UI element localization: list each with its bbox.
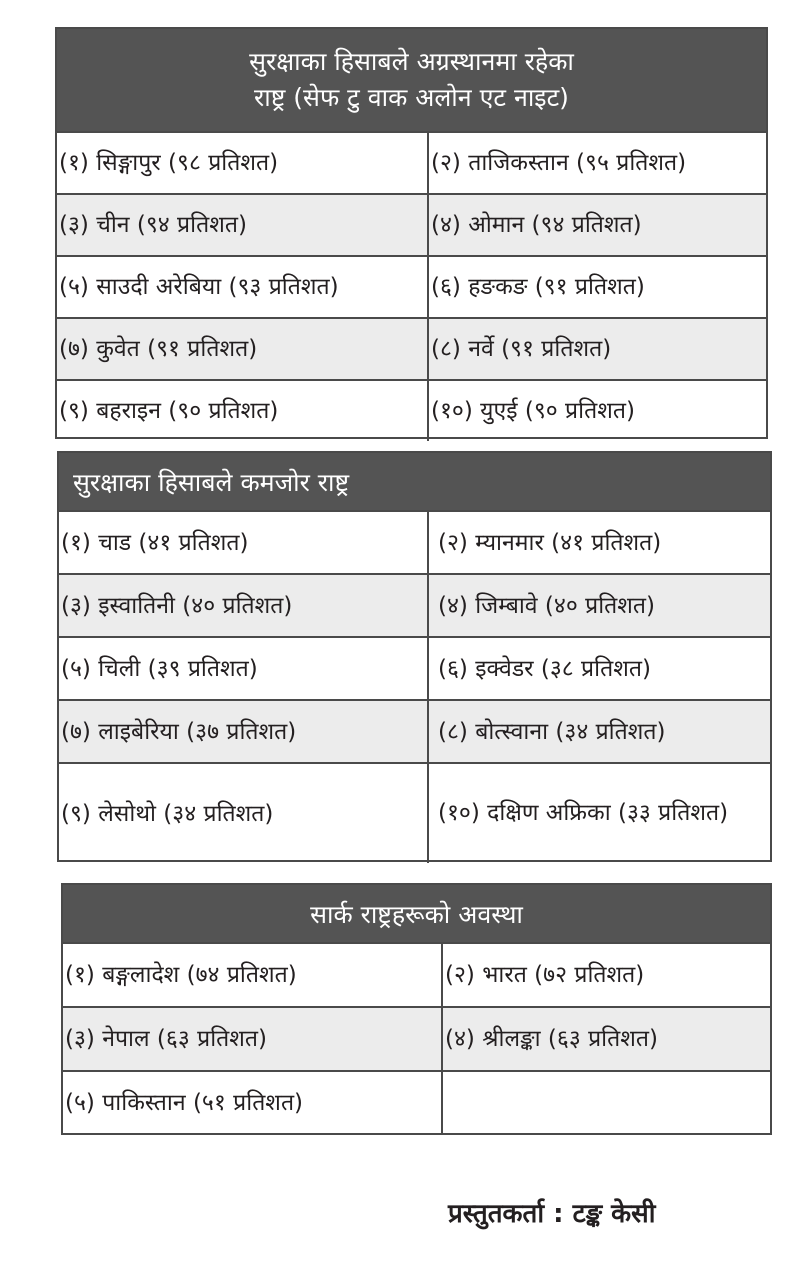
- table-row: [63, 1006, 770, 1070]
- table-cell: (१) चाड (४१ प्रतिशत): [59, 512, 429, 573]
- table-cell: (२) ताजिकस्तान (९५ प्रतिशत): [431, 150, 687, 176]
- table-cell: (७) कुवेत (९१ प्रतिशत): [57, 319, 429, 379]
- table-title: सार्क राष्ट्रहरूको अवस्था: [310, 899, 523, 929]
- table-row: [57, 193, 766, 255]
- table-cell: (२) भारत (७२ प्रतिशत): [445, 962, 645, 988]
- table-cell: (८) नर्वे (९१ प्रतिशत): [431, 336, 612, 362]
- table-cell: (६) हङकङ (९१ प्रतिशत): [431, 274, 645, 300]
- table-header: [57, 29, 766, 131]
- table-cell: (७) लाइबेरिया (३७ प्रतिशत): [59, 701, 429, 762]
- table-cell: (९) बहराइन (९० प्रतिशत): [57, 381, 429, 441]
- table-row: [57, 255, 766, 317]
- table-row: [59, 510, 770, 573]
- table-cell: (१) बङ्गलादेश (७४ प्रतिशत): [63, 944, 443, 1006]
- safest-countries-table: [55, 27, 768, 439]
- table-header: [63, 885, 770, 942]
- table-cell: (८) बोत्स्वाना (३४ प्रतिशत): [438, 718, 666, 745]
- table-title: सुरक्षाका हिसाबले कमजोर राष्ट्र: [73, 467, 350, 497]
- table-cell: (४) ओमान (९४ प्रतिशत): [431, 212, 642, 238]
- table-title-line-2: राष्ट्र (सेफ टु वाक अलोन एट नाइट): [254, 83, 569, 112]
- table-cell: (५) चिली (३९ प्रतिशत): [59, 638, 429, 699]
- table-cell: [443, 1072, 770, 1134]
- table-cell: (१०) दक्षिण अफ्रिका (३३ प्रतिशत): [438, 800, 729, 826]
- table-cell: (३) चीन (९४ प्रतिशत): [57, 195, 429, 255]
- table-cell: (९) लेसोथो (३४ प्रतिशत): [59, 764, 429, 863]
- table-title-line-1: सुरक्षाका हिसाबले अग्रस्थानमा रहेका: [249, 47, 574, 76]
- table-row: [59, 762, 770, 863]
- saarc-countries-table: [61, 883, 772, 1135]
- table-row: [63, 942, 770, 1006]
- table-row: [59, 636, 770, 699]
- table-cell: (३) नेपाल (६३ प्रतिशत): [63, 1008, 443, 1070]
- table-cell: (४) जिम्बावे (४० प्रतिशत): [438, 592, 655, 619]
- table-cell: (२) म्यानमार (४१ प्रतिशत): [438, 529, 662, 556]
- table-cell: (४) श्रीलङ्का (६३ प्रतिशत): [445, 1026, 658, 1052]
- weak-countries-table: [57, 451, 772, 862]
- table-cell: (५) पाकिस्तान (५१ प्रतिशत): [63, 1072, 443, 1134]
- table-row: [57, 317, 766, 379]
- table-header: [59, 453, 770, 510]
- table-row: [59, 699, 770, 762]
- author-credit: प्रस्तुतकर्ता : टङ्क केसी: [448, 1199, 656, 1229]
- table-cell: (३) इस्वातिनी (४० प्रतिशत): [59, 575, 429, 636]
- table-cell: (६) इक्वेडर (३८ प्रतिशत): [438, 655, 651, 682]
- table-cell: (१०) युएई (९० प्रतिशत): [431, 398, 635, 424]
- table-cell: (५) साउदी अरेबिया (९३ प्रतिशत): [57, 257, 429, 317]
- table-row: [59, 573, 770, 636]
- table-row: [57, 379, 766, 441]
- table-row: [57, 131, 766, 193]
- table-cell: (१) सिङ्गापुर (९८ प्रतिशत): [57, 133, 429, 193]
- table-row: [63, 1070, 770, 1134]
